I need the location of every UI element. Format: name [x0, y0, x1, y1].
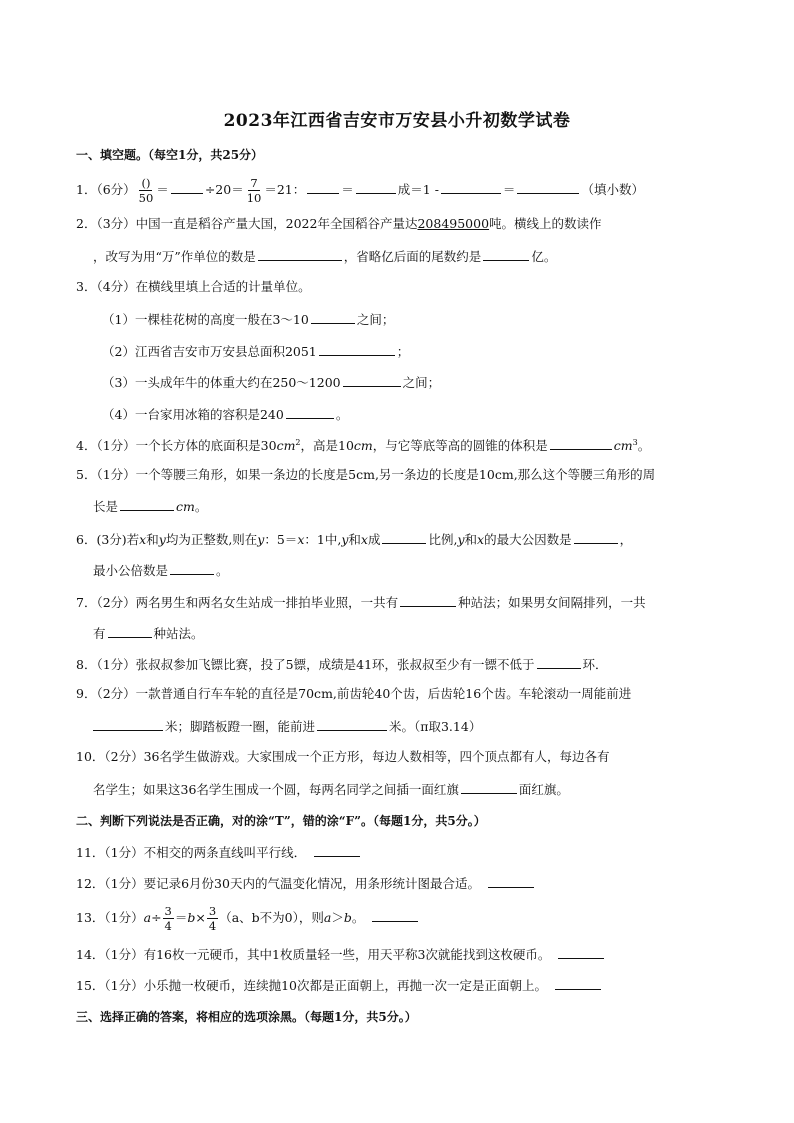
q1-eq1: ＝ [156, 182, 169, 197]
question-14 [76, 945, 606, 963]
q6-text-c: 均为正整数,则在 [165, 532, 258, 547]
q6-var-y: y [158, 532, 166, 547]
q6-text-g: 比例, [428, 532, 458, 547]
q2-text-d: ，省略亿后面的尾数约是 [343, 249, 482, 264]
q4-end: 。 [637, 438, 651, 453]
q9-text-b: 米。（π取3.14） [389, 719, 482, 734]
question-4 [76, 436, 650, 454]
q2-text-e: 亿。 [531, 249, 557, 264]
q1-blank-5[interactable] [517, 180, 579, 194]
q3-sub-3 [102, 373, 440, 391]
q3-s4-end: 。 [335, 407, 349, 422]
q6-text-h: 的最大公因数是 [484, 532, 572, 547]
q3-sub-2 [102, 342, 409, 360]
q7-text-a: 7．（2分）两名男生和两名女生站成一排拍毕业照，一共有 [76, 595, 399, 610]
q6-text-e: ：1中, [304, 532, 342, 547]
question-6-line-2 [93, 561, 229, 579]
q6-text-d: ：5＝ [264, 532, 298, 547]
q6-var-x: x [477, 532, 485, 547]
q3-blank-3[interactable] [343, 373, 401, 387]
q2-underlined-number: 208495000 [417, 216, 490, 231]
question-7-line-2 [93, 624, 204, 642]
question-11 [76, 843, 362, 861]
q13-frac-denominator: 4 [164, 919, 172, 933]
q6-text-b: 和 [464, 532, 478, 547]
q6-var-x: x [360, 532, 368, 547]
q6-text-b: 和 [146, 532, 159, 547]
q2-text-a: 2．（3分）中国一直是稻谷产量大国，2022年全国稻谷产量达 [76, 216, 418, 231]
q6-text-j: 最小公倍数是 [93, 563, 169, 578]
q1-blank-1[interactable] [171, 180, 203, 194]
q14-blank[interactable] [558, 945, 604, 959]
q4-blank[interactable] [550, 436, 612, 450]
q13-fraction-1 [163, 904, 174, 933]
question-2-line-1 [76, 216, 602, 232]
q7-blank-2[interactable] [108, 624, 152, 638]
q15-blank[interactable] [555, 976, 601, 990]
q5-text: 长是 [93, 499, 119, 514]
q1-eq3: ＝ [502, 182, 516, 197]
question-2-line-2 [93, 247, 556, 265]
section-1-heading: 一、填空题。（每空1分，共25分） [76, 148, 264, 162]
q5-end: 。 [194, 499, 208, 514]
q13-div: ÷ [151, 910, 162, 925]
q2-blank-2[interactable] [483, 247, 529, 261]
q13-frac-numerator: 3 [208, 904, 217, 918]
q1-mid2: ＝21： [264, 182, 306, 197]
q1-fraction-1 [137, 176, 156, 205]
q1-fraction-2 [245, 176, 264, 205]
q6-text-i: ， [619, 532, 633, 547]
q1-frac1-denominator: 50 [138, 191, 154, 205]
q1-blank-3[interactable] [356, 180, 396, 194]
q3-s1-end: 之间； [356, 312, 395, 327]
q4-unit-1: cm [276, 438, 296, 453]
q1-suffix: （填小数） [581, 182, 644, 197]
question-10-line-1: 10．（2分）36名学生做游戏。大家围成一个正方形，每边人数相等，四个顶点都有人，每边各有 [76, 749, 610, 764]
q6-blank-1[interactable] [382, 530, 426, 544]
q12-blank[interactable] [488, 874, 534, 888]
q7-text-b: 种站法；如果男女间隔排列，一共 [458, 595, 646, 610]
q1-mid3: 成＝1 - [397, 182, 439, 197]
q8-blank[interactable] [537, 655, 581, 669]
q3-s2-text: （2）江西省吉安市万安县总面积2051 [102, 344, 317, 359]
q11-blank[interactable] [314, 843, 360, 857]
q13-fraction-2 [207, 904, 218, 933]
q15-text: 15．（1分）小乐抛一枚硬币，连续抛10次都是正面朝上，再抛一次一定是正面朝上。 [76, 978, 548, 993]
q6-var-y: y [457, 532, 465, 547]
q14-text: 14．（1分）有16枚一元硬币，其中1枚质量轻一些，用天平称3次就能找到这枚硬币。 [76, 947, 551, 962]
exam-title: 2023年江西省吉安市万安县小升初数学试卷 [223, 111, 571, 131]
q6-var-x: x [297, 532, 305, 547]
q4-exp-3: 3 [632, 437, 638, 447]
question-5-line-2 [93, 497, 207, 515]
q6-blank-3[interactable] [170, 561, 214, 575]
q9-text-a: 米；脚踏板蹬一圈，能前进 [165, 719, 316, 734]
q1-mid1: ÷20＝ [204, 182, 244, 197]
question-3-stem: 3．（4分）在横线里填上合适的计量单位。 [76, 279, 311, 294]
q1-frac2-denominator: 10 [246, 191, 262, 205]
question-9-line-2 [93, 717, 481, 735]
q3-s3-end: 之间； [402, 375, 441, 390]
q1-frac2-numerator: 7 [250, 176, 258, 190]
q3-s2-end: ； [396, 344, 410, 359]
q4-unit-3: cm [613, 438, 633, 453]
q3-sub-4 [102, 405, 348, 423]
q13-eq: ＝ [174, 910, 188, 925]
q1-blank-2[interactable] [307, 180, 339, 194]
q1-prefix: 1．（6分） [76, 182, 136, 197]
q7-blank-1[interactable] [400, 593, 456, 607]
q13-var-a: a [143, 910, 152, 925]
q3-s4-text: （4）一台家用冰箱的容积是240 [102, 407, 284, 422]
q4-text-c: ，与它等底等高的圆锥的体积是 [372, 438, 548, 453]
q13-var-b: b [187, 910, 196, 925]
q3-s1-text: （1）一棵桂花树的高度一般在3～10 [102, 312, 309, 327]
question-13 [76, 904, 420, 933]
q9-blank-1[interactable] [93, 717, 163, 731]
q3-blank-2[interactable] [319, 342, 395, 356]
q13-concl-a: a [323, 910, 332, 925]
q6-blank-2[interactable] [574, 530, 618, 544]
q8-end: 环． [582, 657, 608, 672]
q1-blank-4[interactable] [441, 180, 501, 194]
q6-text-a: 6．(3分)若 [76, 532, 140, 547]
q10-text-b: 面红旗。 [518, 782, 569, 797]
q5-unit: cm [176, 499, 195, 514]
q2-blank-1[interactable] [258, 247, 342, 261]
q6-var-y: y [341, 532, 349, 547]
q13-times: × [195, 910, 206, 925]
q13-prefix: 13．（1分） [76, 910, 144, 925]
question-15 [76, 976, 603, 994]
q13-blank[interactable] [372, 908, 418, 922]
q4-text-a: 4．（1分）一个长方体的底面积是30 [76, 438, 277, 453]
q3-sub-1 [102, 310, 394, 328]
q10-text-a: 名学生；如果这36名学生围成一个圆，每两名同学之间插一面红旗 [93, 782, 459, 797]
q8-text: 8．（1分）张叔叔参加飞镖比赛，投了5镖，成绩是41环，张叔叔至少有一镖不低于 [76, 657, 535, 672]
q4-unit-2: cm [353, 438, 373, 453]
q2-text-c: ，改写为用“万”作单位的数是 [93, 249, 256, 264]
q7-text-c: 有 [93, 626, 106, 641]
question-12 [76, 874, 536, 892]
q13-condition: （a、b不为0），则 [219, 910, 324, 925]
q13-concl-b: b [343, 910, 352, 925]
question-10-line-2 [93, 780, 569, 798]
question-8 [76, 655, 608, 673]
q7-text-d: 种站法。 [153, 626, 204, 641]
q11-text: 11．（1分）不相交的两条直线叫平行线． [76, 845, 307, 860]
q6-var-y: y [257, 532, 265, 547]
question-6-line-1 [76, 530, 632, 548]
q3-blank-1[interactable] [311, 310, 355, 324]
q13-frac-numerator: 3 [164, 904, 172, 918]
q2-text-b: 吨。横线上的数读作 [489, 216, 602, 231]
q3-s3-text: （3）一头成年牛的体重大约在250～1200 [102, 375, 341, 390]
q1-eq2: ＝ [341, 182, 354, 197]
q13-frac-denominator: 4 [208, 919, 217, 933]
q10-blank[interactable] [461, 780, 517, 794]
section-3-heading: 三、选择正确的答案，将相应的选项涂黑。（每题1分，共5分。） [76, 1010, 417, 1024]
question-9-line-1: 9．（2分）一款普通自行车车轮的直径是70cm,前齿轮40个齿，后齿轮16个齿。车轮滚动一周能前进 [76, 686, 632, 701]
q5-blank[interactable] [120, 497, 174, 511]
q6-text-f: 成 [367, 532, 381, 547]
q12-text: 12．（1分）要记录6月份30天内的气温变化情况，用条形统计图最合适。 [76, 876, 480, 891]
q4-text-b: ，高是10 [300, 438, 354, 453]
question-5-line-1: 5．（1分）一个等腰三角形，如果一条边的长度是5cm,另一条边的长度是10cm,那么这个等腰三角形的周 [76, 467, 656, 482]
q1-frac1-numerator: () [141, 176, 151, 190]
q4-exp-1: 2 [295, 437, 301, 447]
q13-gt: ＞ [331, 910, 344, 925]
q6-var-x: x [139, 532, 147, 547]
q9-blank-2[interactable] [317, 717, 387, 731]
q6-text-b: 和 [348, 532, 361, 547]
question-7-line-1 [76, 593, 646, 611]
section-2-heading: 二、判断下列说法是否正确，对的涂“T”，错的涂“F”。（每题1分，共5分。） [76, 814, 486, 828]
question-1 [76, 176, 644, 205]
q13-dot: 。 [351, 910, 365, 925]
q3-blank-4[interactable] [286, 405, 334, 419]
q6-text-k: 。 [216, 563, 229, 578]
